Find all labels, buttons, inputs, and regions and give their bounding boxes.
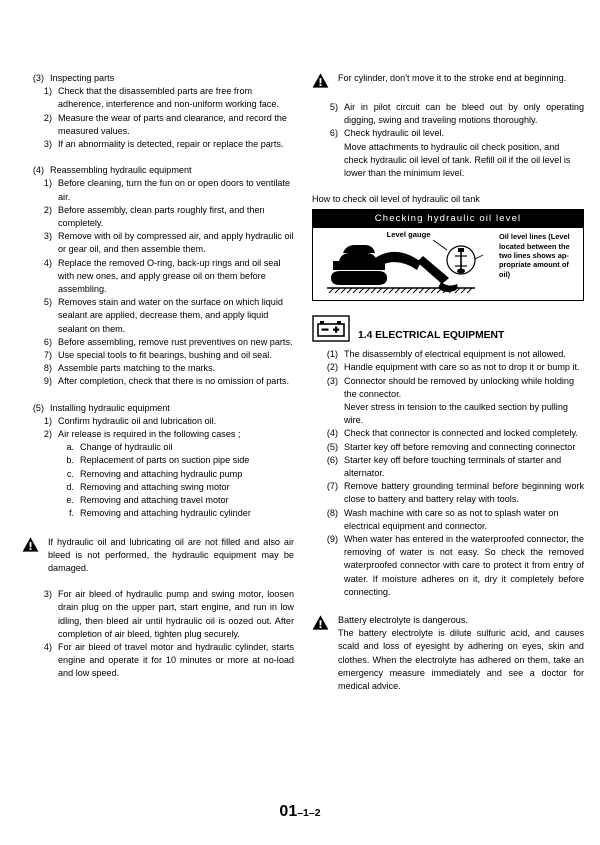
item-text: Replace the removed O-ring, back-up rings and oil seal with new ones, and apply grease oil on them before assembling. (58, 257, 281, 295)
item-marker: 6) (43, 336, 52, 347)
list-item (312, 348, 584, 361)
item-marker: d. (66, 481, 74, 492)
item-marker: (3) (32, 73, 44, 83)
list-item (22, 468, 294, 481)
item-text: Assemble parts matching to the marks. (58, 363, 216, 374)
item-text: Air in pilot circuit can be bleed out by only operating digging, swing and traveling motions thoroughly. (344, 102, 584, 126)
level-gauge-label: Level gauge (386, 230, 431, 240)
list-item (312, 533, 584, 599)
figure-caption: How to check oil level of hydraulic oil tank (312, 194, 480, 205)
item-marker: (4) (32, 165, 44, 176)
item-text: For air bleed of hydraulic pump and swing motor, loosen drain plug on the upper part, start engine, and run in low idling, then bleed air until hydraulic oil is oozed out. After completion of air bleed, tighten plug securely. (58, 589, 294, 639)
item-marker: 2) (43, 429, 52, 440)
list-item (312, 127, 584, 140)
figure-header: Checking hydraulic oil level (313, 210, 583, 228)
list-item (22, 375, 294, 388)
item-text: The disassembly of electrical equipment is not allowed. (344, 349, 566, 360)
item-text: Remove battery grounding terminal before beginning work close to battery and battery relay with tools. (344, 481, 584, 505)
item-text: Removing and attaching travel motor (80, 495, 229, 506)
item-text: Wash machine with care so as not to splash water on electrical equipment and connector. (344, 507, 559, 531)
list-item (22, 349, 294, 362)
item-marker: 1) (43, 178, 52, 189)
page-number-main: 01 (279, 803, 298, 820)
item-text: Move attachments to hydraulic oil check position, and check hydraulic oil level of tank. Refill oil if the oil level is lower than the minimum level. (344, 141, 571, 179)
item-text: Handle equipment with care so as not to drop it or bump it. (344, 362, 580, 373)
item-text: Removing and attaching hydraulic cylinder (80, 508, 251, 519)
item-marker: (7) (326, 481, 338, 492)
item-marker: (5) (32, 402, 44, 413)
list-item (312, 507, 584, 533)
warning-note (312, 72, 584, 88)
item-marker: 9) (43, 376, 52, 387)
list-item (22, 230, 294, 256)
item-marker-empty (312, 401, 344, 427)
item-marker: (6) (326, 454, 338, 465)
item-marker: a. (66, 442, 74, 453)
item-text: Removes stain and water on the surface on which liquid sealant are applied, decrease them, and apply liquid sealant on them. (58, 297, 283, 334)
warning-triangle-icon (22, 536, 48, 576)
warning-triangle-icon (312, 72, 338, 88)
warning-note (312, 614, 584, 693)
item-text: Confirm hydraulic oil and lubrication oil. (58, 415, 217, 426)
list-item (312, 441, 584, 454)
item-text: Change of hydraulic oil (80, 442, 173, 453)
item-marker: 6) (329, 128, 338, 139)
spacer (22, 575, 294, 588)
item-marker: b. (66, 455, 74, 466)
warning-triangle-icon (312, 614, 338, 693)
item-text: Before cleaning, turn the fun on or open doors to ventilate air. (58, 178, 291, 202)
section-title: 1.4 ELECTRICAL EQUIPMENT (358, 330, 505, 342)
list-item (22, 494, 294, 507)
list-item (22, 481, 294, 494)
item-marker: c. (66, 468, 74, 479)
page-footer (0, 803, 600, 821)
left-column (22, 72, 294, 681)
warning-note (22, 536, 294, 576)
item-text: Removing and attaching hydraulic pump (80, 468, 243, 479)
list-item (22, 415, 294, 428)
item-marker: 8) (43, 363, 52, 374)
item-text: Use special tools to fit bearings, bushing and oil seal. (58, 350, 272, 361)
list-item (312, 375, 584, 401)
item-text: Check that connector is connected and locked completely. (344, 428, 578, 439)
item-text: Measure the wear of parts and clearance, and record the measured values. (58, 112, 287, 136)
item-text: Replacement of parts on suction pipe side (80, 455, 250, 466)
item-text: After completion, check that there is no omission of parts. (58, 376, 289, 387)
item-text: Air release is required in the following cases ; (58, 429, 241, 440)
item-marker: 4) (43, 641, 52, 652)
item-marker: 5) (329, 102, 338, 112)
list-item (312, 427, 584, 440)
spacer (312, 599, 584, 608)
item-marker: 3) (43, 139, 52, 150)
list-item (22, 641, 294, 681)
list-item (22, 428, 294, 441)
item-text: Before assembly, clean parts roughly first, and then completely. (58, 204, 265, 229)
item-marker: 1) (43, 415, 52, 426)
list-item (22, 454, 294, 467)
list-item-continuation (312, 141, 584, 181)
item-text: Connector should be removed by unlocking while holding the connector. (344, 375, 575, 399)
item-text: Inspecting parts (50, 73, 115, 83)
item-marker: (9) (326, 534, 338, 545)
figure-body (313, 228, 583, 300)
spacer (312, 88, 584, 101)
item-marker: 3) (43, 589, 52, 600)
item-text: Installing hydraulic equipment (50, 402, 170, 413)
list-item (22, 402, 294, 415)
list-item (22, 177, 294, 203)
right-column (312, 72, 584, 693)
two-column-layout (22, 72, 582, 693)
list-item (22, 296, 294, 336)
page-number-sub: –1–2 (297, 807, 321, 819)
item-marker: 7) (43, 350, 52, 361)
item-text: If an abnormality is detected, repair or replace the parts. (58, 139, 284, 150)
spacer (22, 389, 294, 402)
list-item (22, 112, 294, 138)
item-marker: (4) (326, 428, 338, 439)
item-marker: (5) (326, 441, 338, 452)
figure-oil-level-check (312, 209, 584, 301)
list-item (22, 336, 294, 349)
item-marker: 2) (43, 204, 52, 215)
spacer (22, 151, 294, 164)
item-marker: (2) (326, 362, 338, 373)
item-text: Starter key off before touching terminals of starter and alternator. (344, 454, 562, 479)
list-item (22, 362, 294, 375)
item-text: Removing and attaching swing motor (80, 481, 230, 492)
item-text: For air bleed of travel motor and hydraulic cylinder, starts engine and operate it for 10 minutes or more at no-load and low speed. (58, 641, 294, 679)
item-marker: (3) (326, 375, 338, 386)
item-marker: 1) (43, 86, 52, 97)
warning-body: The battery electrolyte is dilute sulfuric acid, and causes scald and loss of eyesight by adhering on eyes, skin and clothes. When the electrolyte has adhered on them, take an emergency measure immediately and see a doctor for medical advice. (338, 628, 584, 692)
item-text: When water has entered in the waterproofed connector, the removing of water is not easy. So check the removed waterproofed connector with care to protect it from entry of water. If moisture adheres on it, dry it completely before connecting. (344, 534, 584, 597)
list-item (22, 164, 294, 177)
list-item (22, 138, 294, 151)
excavator-illustration (313, 228, 497, 300)
item-text: Reassembling hydraulic equipment (50, 165, 192, 176)
list-item (22, 85, 294, 111)
item-marker: f. (68, 508, 74, 519)
item-text: Check hydraulic oil level. (344, 128, 445, 139)
item-text: Before assembling, remove rust preventives on new parts. (58, 336, 293, 347)
item-marker: (8) (326, 507, 338, 518)
warning-text: For cylinder, don't move it to the stroke end at beginning. (338, 73, 567, 83)
item-marker-empty (312, 141, 344, 181)
list-item (312, 361, 584, 374)
item-marker: (1) (326, 349, 338, 360)
oil-level-lines-label: Oil level lines (Level located between the two lines shows ap-propriate amount of oil) (499, 232, 570, 279)
list-item (22, 441, 294, 454)
list-item (22, 588, 294, 641)
item-marker: e. (66, 495, 74, 506)
list-item (312, 101, 584, 127)
item-text: Remove with oil by compressed air, and apply hydraulic oil or gear oil, and then assemble them. (58, 231, 294, 255)
section-heading-electrical (312, 315, 584, 342)
list-item (312, 480, 584, 506)
item-marker: 3) (43, 231, 52, 242)
list-item (312, 454, 584, 480)
battery-icon (312, 315, 350, 342)
list-item (22, 204, 294, 230)
warning-text (338, 614, 584, 693)
item-marker: 5) (43, 297, 52, 308)
item-text: Starter key off before removing and connecting connector (344, 441, 576, 452)
warning-text: If hydraulic oil and lubricating oil are not filled and also air bleed is not performed, the hydraulic equipment may be damaged. (48, 536, 294, 573)
item-text: Never stress in tension to the caulked section by pulling wire. (344, 402, 568, 426)
spacer (22, 521, 294, 530)
list-item (22, 257, 294, 297)
item-marker: 2) (43, 112, 52, 123)
item-marker: 4) (43, 257, 52, 268)
list-item (22, 507, 294, 520)
list-item-continuation (312, 401, 584, 427)
spacer (312, 180, 584, 193)
warning-title: Battery electrolyte is dangerous. (338, 615, 468, 626)
list-item (22, 72, 294, 85)
item-text: Check that the disassembled parts are free from adherence, interference and non-uniform working face. (58, 86, 279, 110)
